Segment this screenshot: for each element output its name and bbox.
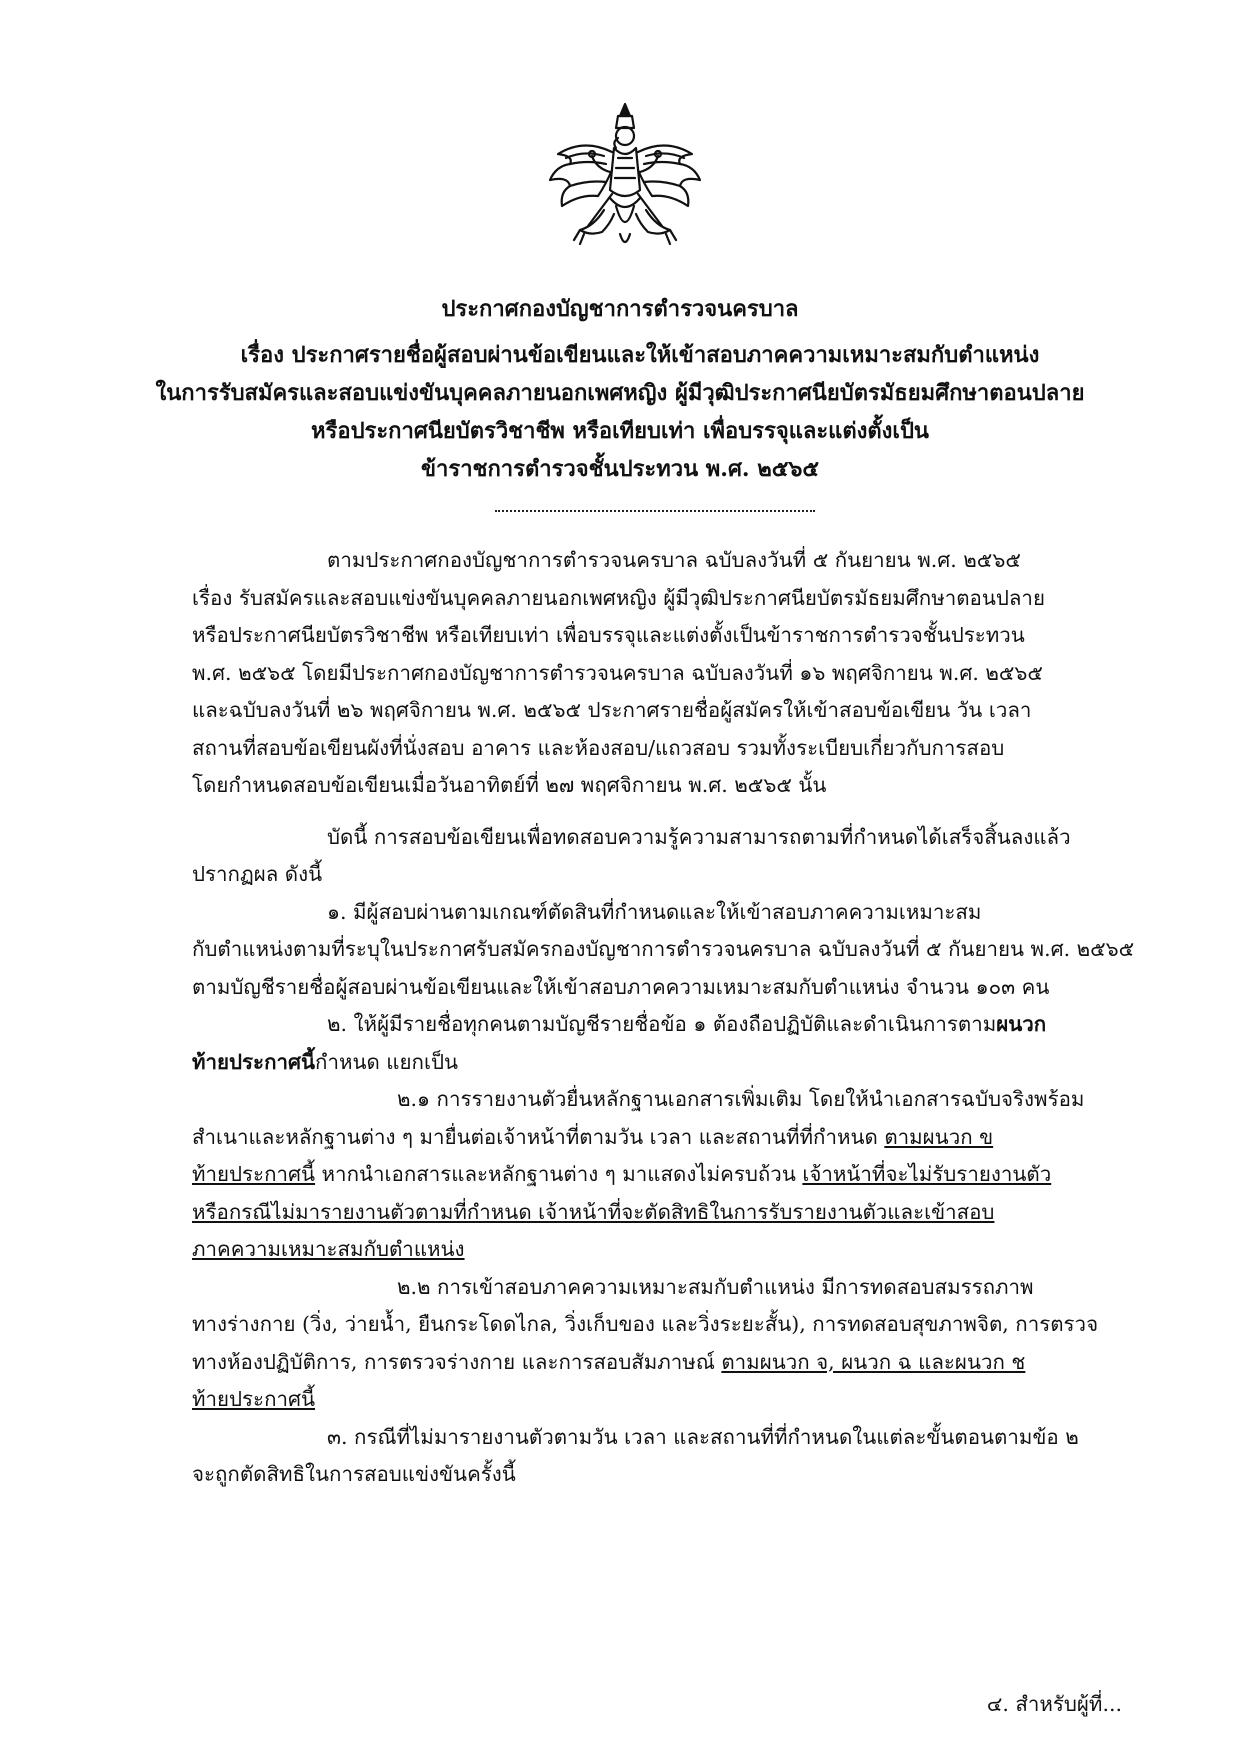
annex-reference: ท้ายประกาศนี้: [192, 1387, 316, 1411]
body-line: เรื่อง รับสมัครและสอบแข่งขันบุคคลภายนอกเพศหญิง ผู้มีวุฒิประกาศนียบัตรมัธยมศึกษาตอนปลาย: [192, 585, 1045, 610]
annex-reference: ท้ายประกาศนี้: [192, 1162, 316, 1186]
annex-reference: ท้ายประกาศนี้: [192, 1049, 316, 1074]
announcement-subject: [140, 336, 1100, 488]
body-line: ๒.๒ การเข้าสอบภาคความเหมาะสมกับตำแหน่ง มีการทดสอบสมรรถภาพ: [397, 1274, 1034, 1299]
item-2: [192, 1006, 1122, 1081]
dotted-divider: [495, 510, 815, 512]
annex-reference: ตามผนวก ข: [884, 1124, 994, 1149]
body-line: ๓. กรณีที่ไม่มารายงานตัวตามวัน เวลา และสถานที่ที่กำหนดในแต่ละขั้นตอนตามข้อ ๒: [327, 1424, 1079, 1449]
body-line: จะถูกตัดสิทธิในการสอบแข่งขันครั้งนี้: [192, 1462, 516, 1486]
body-line: กับตำแหน่งตามที่ระบุในประกาศรับสมัครกองบัญชาการตำรวจนครบาล ฉบับลงวันที่ ๕ กันยายน พ.ศ. ๒๕๖๕: [192, 937, 1135, 961]
body-text-segment: สำเนาและหลักฐานต่าง ๆ มายื่นต่อเจ้าหน้าที่ตามวัน เวลา และสถานที่ที่กำหนด: [192, 1124, 885, 1149]
subject-line: ในการรับสมัครและสอบแข่งขันบุคคลภายนอกเพศหญิง ผู้มีวุฒิประกาศนียบัตรมัธยมศึกษาตอนปลาย: [155, 380, 1085, 406]
body-text-segment: หากนำเอกสารและหลักฐานต่าง ๆ มาแสดงไม่ครบถ้วน: [315, 1162, 803, 1186]
underlined-warning: หรือกรณีไม่มารายงานตัวตามที่กำหนด เจ้าหน้าที่จะตัดสิทธิในการรับรายงานตัวและเข้าสอบ: [192, 1199, 995, 1224]
item-2-2: [192, 1269, 1122, 1419]
body-line: ปรากฏผล ดังนี้: [192, 862, 323, 886]
body-line: ทางร่างกาย (วิ่ง, ว่ายน้ำ, ยืนกระโดดไกล, วิ่งเก็บของ และวิ่งระยะสั้น), การทดสอบสุขภาพจิต, การตรวจ: [192, 1312, 1099, 1336]
body-text-segment: ๒. ให้ผู้มีรายชื่อทุกคนตามบัญชีรายชื่อข้อ ๑ ต้องถือปฏิบัติและดำเนินการตาม: [327, 1012, 997, 1036]
paragraph-background: [192, 542, 1122, 805]
subject-line: ข้าราชการตำรวจชั้นประทวน พ.ศ. ๒๕๖๕: [420, 456, 820, 482]
item-1: [192, 894, 1135, 1007]
body-line: และฉบับลงวันที่ ๒๖ พฤศจิกายน พ.ศ. ๒๕๖๕ ประกาศรายชื่อผู้สมัครให้เข้าสอบข้อเขียน วัน เวลา: [192, 698, 1032, 722]
body-line: ตามประกาศกองบัญชาการตำรวจนครบาล ฉบับลงวันที่ ๕ กันยายน พ.ศ. ๒๕๖๕: [327, 548, 1021, 572]
item-2-1: [192, 1081, 1122, 1269]
announcement-body: [192, 542, 1135, 1494]
body-line: ตามบัญชีรายชื่อผู้สอบผ่านข้อเขียนและให้เข้าสอบภาคความเหมาะสมกับตำแหน่ง จำนวน ๑๐๓ คน: [192, 974, 1050, 999]
body-line: พ.ศ. ๒๕๖๕ โดยมีประกาศกองบัญชาการตำรวจนครบาล ฉบับลงวันที่ ๑๖ พฤศจิกายน พ.ศ. ๒๕๖๕: [192, 660, 1043, 685]
annex-reference: ตามผนวก จ, ผนวก ฉ และผนวก ช: [721, 1349, 1026, 1374]
item-3: [192, 1419, 1122, 1494]
body-line: ๒.๑ การรายงานตัวยื่นหลักฐานเอกสารเพิ่มเติม โดยให้นำเอกสารฉบับจริงพร้อม: [397, 1087, 1085, 1111]
body-line: สถานที่สอบข้อเขียนผังที่นั่งสอบ อาคาร และห้องสอบ/แถวสอบ รวมทั้งระเบียบเกี่ยวกับการสอบ: [192, 735, 1005, 760]
body-text-segment: กำหนด แยกเป็น: [315, 1049, 458, 1074]
body-line: หรือประกาศนียบัตรวิชาชีพ หรือเทียบเท่า เพื่อบรรจุและแต่งตั้งเป็นข้าราชการตำรวจชั้นประทวน: [192, 623, 1025, 647]
body-text-segment: ทางห้องปฏิบัติการ, การตรวจร่างกาย และการสอบสัมภาษณ์: [192, 1349, 722, 1374]
announcement-title: ประกาศกองบัญชาการตำรวจนครบาล: [441, 296, 799, 322]
continuation-note: ๔. สำหรับผู้ที่...: [986, 1692, 1122, 1716]
underlined-warning: เจ้าหน้าที่จะไม่รับรายงานตัว: [802, 1162, 1052, 1186]
garuda-emblem-icon: [540, 98, 710, 258]
underlined-warning: ภาคความเหมาะสมกับตำแหน่ง: [192, 1237, 465, 1261]
annex-reference: ผนวก: [996, 1012, 1047, 1036]
subject-line: หรือประกาศนียบัตรวิชาชีพ หรือเทียบเท่า เพื่อบรรจุและแต่งตั้งเป็น: [311, 418, 929, 444]
subject-line: เรื่อง ประกาศรายชื่อผู้สอบผ่านข้อเขียนและให้เข้าสอบภาคความเหมาะสมกับตำแหน่ง: [240, 342, 1040, 368]
body-line: ๑. มีผู้สอบผ่านตามเกณฑ์ตัดสินที่กำหนดและให้เข้าสอบภาคความเหมาะสม: [327, 899, 982, 924]
paragraph-result: [192, 819, 1122, 894]
body-line: โดยกำหนดสอบข้อเขียนเมื่อวันอาทิตย์ที่ ๒๗ พฤศจิกายน พ.ศ. ๒๕๖๕ นั้น: [192, 773, 827, 797]
body-line: บัดนี้ การสอบข้อเขียนเพื่อทดสอบความรู้ความสามารถตามที่กำหนดได้เสร็จสิ้นลงแล้ว: [327, 824, 1071, 849]
